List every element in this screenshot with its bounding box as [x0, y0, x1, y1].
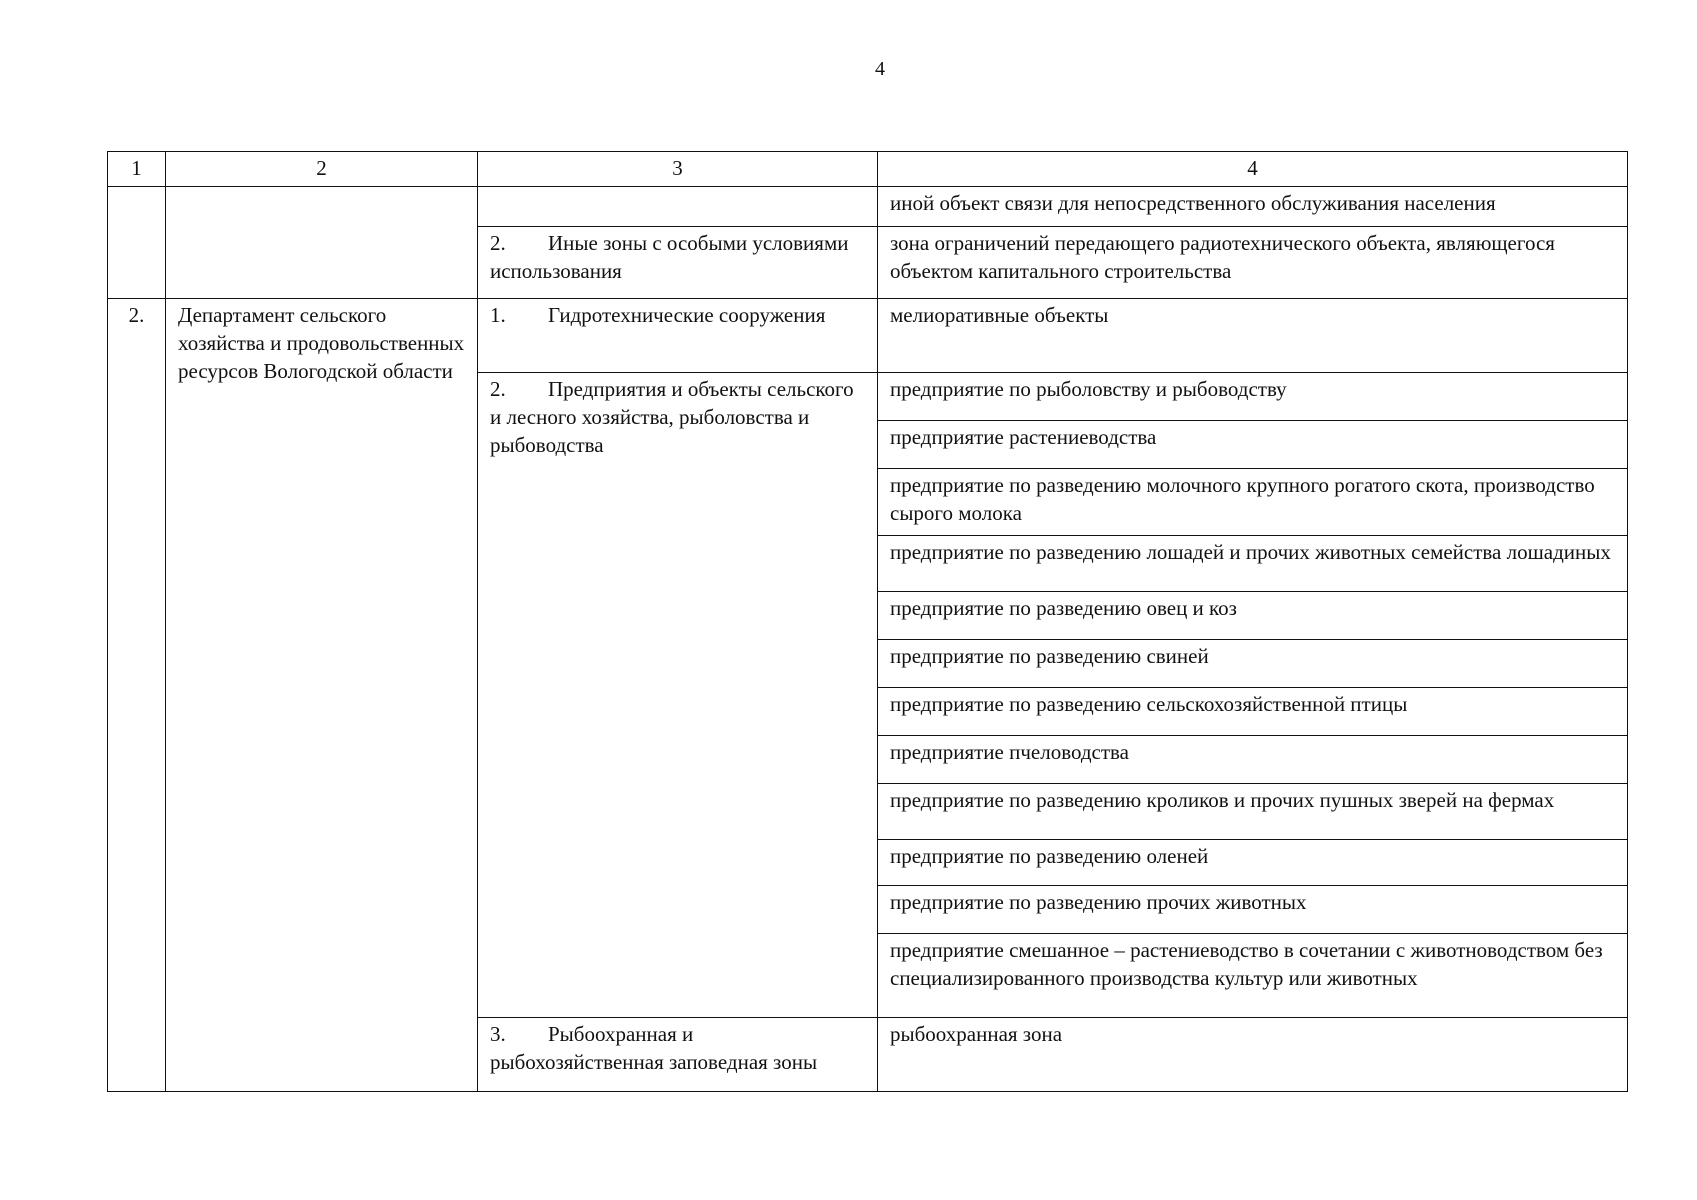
- list-item: предприятие по разведению молочного крупного рогатого скота, производство сырого молока: [878, 469, 1628, 536]
- section1-org-cell: [166, 187, 478, 299]
- list-item: предприятие пчеловодства: [878, 736, 1628, 784]
- list-item: предприятие по разведению овец и коз: [878, 592, 1628, 640]
- group-title: Предприятия и объекты сельского и лесного хозяйства, рыболовства и рыбоводства: [490, 377, 854, 457]
- group-number: 2.: [490, 377, 506, 401]
- list-item: предприятие по разведению кроликов и прочих пушных зверей на фермах: [878, 784, 1628, 840]
- group-title: Гидротехнические сооружения: [548, 303, 826, 327]
- list-item: предприятие растениеводства: [878, 421, 1628, 469]
- list-item: предприятие по рыболовству и рыбоводству: [878, 373, 1628, 421]
- zone-group-cell: [478, 299, 878, 373]
- table-header-row: [108, 152, 1628, 187]
- header-col-4: 4: [878, 152, 1628, 187]
- group-number: 2.: [490, 231, 506, 255]
- list-item: рыбоохранная зона: [878, 1018, 1628, 1092]
- header-col-1: 1: [108, 152, 166, 187]
- table-row: [108, 187, 1628, 227]
- list-item: предприятие смешанное – растениеводство в сочетании с животноводством без специализированного производства культур или животных: [878, 934, 1628, 1018]
- zone-group-cell: [478, 373, 878, 1018]
- header-col-2: 2: [166, 152, 478, 187]
- header-col-3: 3: [478, 152, 878, 187]
- list-item: мелиоративные объекты: [878, 299, 1628, 373]
- group-number: 1.: [490, 303, 506, 327]
- list-item: предприятие по разведению оленей: [878, 840, 1628, 886]
- list-item: предприятие по разведению свиней: [878, 640, 1628, 688]
- table-row: [108, 299, 1628, 373]
- page-number: 4: [875, 58, 885, 80]
- group-title: Иные зоны с особыми условиями использования: [490, 231, 849, 283]
- section1-empty-cell: [478, 187, 878, 227]
- group-title: Рыбоохранная и рыбохозяйственная заповедная зоны: [490, 1022, 818, 1074]
- section2-organization: Департамент сельского хозяйства и продовольственных ресурсов Вологодской области: [166, 299, 478, 1092]
- zone-group-cell: [478, 1018, 878, 1092]
- document-table: [107, 151, 1628, 1092]
- list-item: предприятие по разведению лошадей и прочих животных семейства лошадиных: [878, 536, 1628, 592]
- list-item: зона ограничений передающего радиотехнического объекта, являющегося объектом капитального строительства: [878, 227, 1628, 299]
- zone-group-cell: [478, 227, 878, 299]
- list-item: предприятие по разведению прочих животных: [878, 886, 1628, 934]
- section2-number: 2.: [108, 299, 166, 1092]
- section1-num-cell: [108, 187, 166, 299]
- list-item: иной объект связи для непосредственного обслуживания населения: [878, 187, 1628, 227]
- group-number: 3.: [490, 1022, 506, 1046]
- list-item: предприятие по разведению сельскохозяйственной птицы: [878, 688, 1628, 736]
